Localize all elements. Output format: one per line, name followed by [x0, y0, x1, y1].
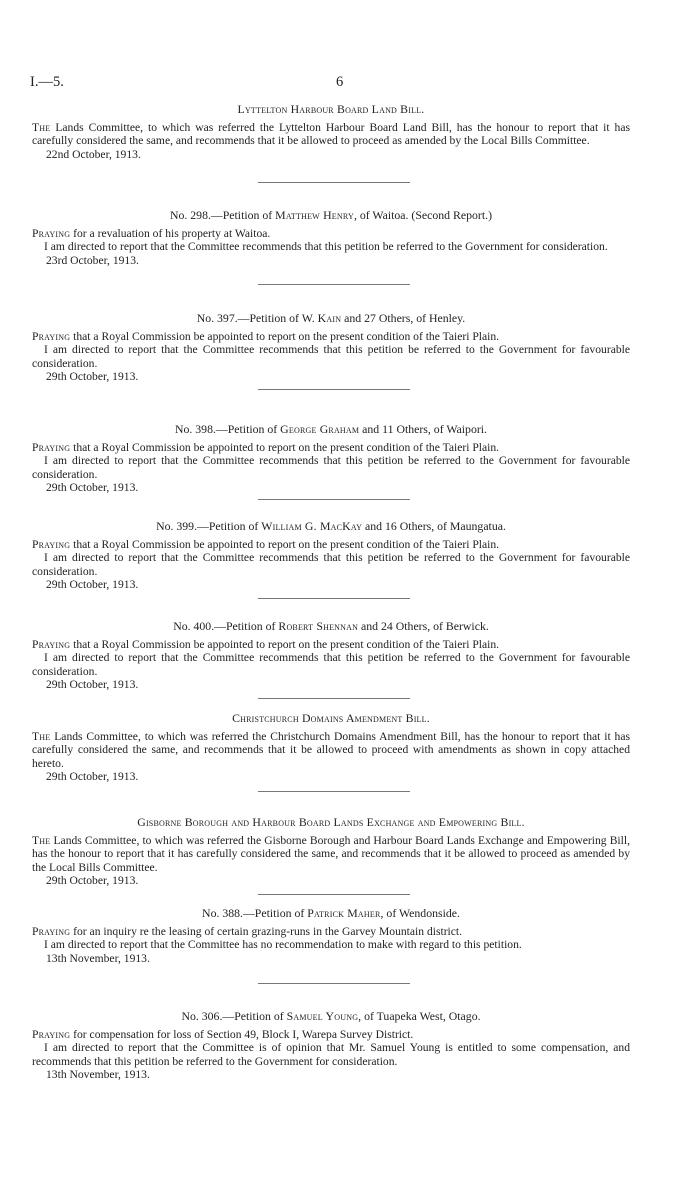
document-reference: I.—5. — [30, 74, 64, 90]
title-prefix: No. 398.—Petition of — [174, 422, 281, 436]
section-title — [32, 907, 630, 921]
lead-word: The — [32, 833, 51, 847]
section-christchurch-bill — [32, 712, 630, 784]
section-body — [32, 638, 630, 652]
section-divider — [258, 182, 410, 183]
body-text: Lands Committee, to which was referred the Lyttelton Harbour Board Land Bill, has the honour to report that it has carefully considered the same, and recommends that it be allowed to proceed as amended by the Local Bills Committee. — [32, 120, 630, 148]
petitioner-name: Matthew Henry — [275, 208, 354, 222]
lead-word: The — [32, 729, 51, 743]
section-title — [32, 312, 630, 326]
body-text: for an inquiry re the leasing of certain grazing-runs in the Garvey Mountain district. — [70, 924, 463, 938]
section-body — [32, 834, 630, 875]
title-prefix: No. 397.—Petition of W. — [196, 311, 318, 325]
body-text: for a revaluation of his property at Waitoa. — [70, 226, 271, 240]
title-prefix: No. 400.—Petition of — [173, 619, 279, 633]
body-text: Lands Committee, to which was referred the Christchurch Domains Amendment Bill, has the honour to report that it has carefully considered the same, and recommends that it be allowed to proceed with amendments as shown in copy attached hereto. — [32, 729, 630, 770]
section-body — [32, 730, 630, 771]
section-body — [32, 441, 630, 455]
bill-name: Christchurch Domains Amendment Bill. — [232, 711, 430, 725]
title-suffix: , of Waitoa. (Second Report.) — [353, 208, 493, 222]
section-body — [32, 121, 630, 148]
page-number: 6 — [336, 74, 344, 90]
section-date: 29th October, 1913. — [46, 370, 139, 384]
title-suffix: and 24 Others, of Berwick. — [358, 619, 489, 633]
section-title — [32, 423, 630, 437]
section-petition-400 — [32, 620, 630, 692]
section-divider — [258, 598, 410, 599]
title-suffix: and 16 Others, of Maungatua. — [362, 519, 506, 533]
section-title — [32, 520, 630, 534]
lead-word: Praying — [32, 924, 71, 938]
bill-name: Gisborne Borough and Harbour Board Lands Exchange and Empowering Bill. — [137, 815, 525, 829]
section-divider — [258, 284, 410, 285]
petitioner-name: Samuel Young — [286, 1009, 359, 1023]
section-date: 29th October, 1913. — [46, 770, 139, 784]
section-body — [32, 227, 630, 241]
body-text: that a Royal Commission be appointed to report on the present condition of the Taieri Plain. — [70, 329, 500, 343]
section-title — [32, 1010, 630, 1024]
lead-word: Praying — [32, 440, 71, 454]
section-report: I am directed to report that the Committee is of opinion that Mr. Samuel Young is entitled to some compensation, and recommends that this petition be referred to the Government for consideration. — [32, 1041, 630, 1068]
section-petition-397 — [32, 312, 630, 384]
title-suffix: and 11 Others, of Waipori. — [359, 422, 488, 436]
section-divider — [258, 698, 410, 699]
body-text: that a Royal Commission be appointed to report on the present condition of the Taieri Plain. — [70, 637, 500, 651]
body-text: that a Royal Commission be appointed to report on the present condition of the Taieri Plain. — [70, 537, 500, 551]
title-prefix: No. 399.—Petition of — [156, 519, 262, 533]
body-text: Lands Committee, to which was referred the Gisborne Borough and Harbour Board Lands Exchange and Empowering Bill, has the honour to report that it has carefully considered the same, and recommends that it be allowed to proceed as amended by the Local Bills Committee. — [32, 833, 630, 874]
section-date: 13th November, 1913. — [46, 951, 150, 965]
section-date: 23rd October, 1913. — [46, 253, 139, 267]
section-body — [32, 925, 630, 939]
lead-word: The — [32, 120, 51, 134]
title-prefix: No. 388.—Petition of — [202, 906, 308, 920]
section-petition-298 — [32, 209, 630, 267]
title-prefix: No. 298.—Petition of — [169, 208, 276, 222]
section-petition-306 — [32, 1010, 630, 1082]
section-date: 22nd October, 1913. — [46, 147, 141, 161]
section-report: I am directed to report that the Committee recommends that this petition be referred to the Government for favourable consideration. — [32, 651, 630, 678]
title-suffix: , of Wendonside. — [380, 906, 460, 920]
section-body — [32, 538, 630, 552]
section-report: I am directed to report that the Committee recommends that this petition be referred to the Government for consideration. — [44, 240, 608, 254]
section-date: 29th October, 1913. — [46, 578, 139, 592]
section-date: 29th October, 1913. — [46, 678, 139, 692]
section-title — [32, 620, 630, 634]
section-title — [32, 209, 630, 223]
section-divider — [258, 983, 410, 984]
lead-word: Praying — [32, 226, 71, 240]
section-divider — [258, 791, 410, 792]
section-title: Lyttelton Harbour Board Land Bill. — [237, 102, 425, 116]
title-suffix: , of Tuapeka West, Otago. — [358, 1009, 481, 1023]
petitioner-name: William G. MacKay — [261, 519, 363, 533]
section-lyttelton-bill — [32, 103, 630, 161]
section-report: I am directed to report that the Committee has no recommendation to make with regard to this petition. — [44, 938, 522, 952]
section-title — [32, 816, 630, 830]
section-petition-399 — [32, 520, 630, 592]
section-date: 13th November, 1913. — [46, 1068, 150, 1082]
section-report: I am directed to report that the Committee recommends that this petition be referred to the Government for favourable consideration. — [32, 551, 630, 578]
section-body — [32, 1028, 630, 1042]
section-petition-388 — [32, 907, 630, 965]
lead-word: Praying — [32, 637, 71, 651]
section-title — [32, 712, 630, 726]
section-date: 29th October, 1913. — [46, 874, 139, 888]
petitioner-name: Robert Shennan — [278, 619, 359, 633]
section-divider — [258, 499, 410, 500]
petitioner-name: Patrick Maher — [307, 906, 381, 920]
section-divider — [258, 389, 410, 390]
title-prefix: No. 306.—Petition of — [181, 1009, 287, 1023]
lead-word: Praying — [32, 1027, 71, 1041]
title-suffix: and 27 Others, of Henley. — [341, 311, 466, 325]
section-divider — [258, 894, 410, 895]
lead-word: Praying — [32, 329, 71, 343]
section-date: 29th October, 1913. — [46, 481, 139, 495]
body-text: that a Royal Commission be appointed to report on the present condition of the Taieri Plain. — [70, 440, 500, 454]
section-gisborne-bill — [32, 816, 630, 888]
section-body — [32, 330, 630, 344]
lead-word: Praying — [32, 537, 71, 551]
petitioner-name: Kain — [317, 311, 342, 325]
petitioner-name: George Graham — [280, 422, 360, 436]
body-text: for compensation for loss of Section 49, Block I, Warepa Survey District. — [70, 1027, 414, 1041]
section-report: I am directed to report that the Committee recommends that this petition be referred to the Government for favourable consideration. — [32, 454, 630, 481]
section-report: I am directed to report that the Committee recommends that this petition be referred to the Government for favourable consideration. — [32, 343, 630, 370]
section-petition-398 — [32, 423, 630, 495]
